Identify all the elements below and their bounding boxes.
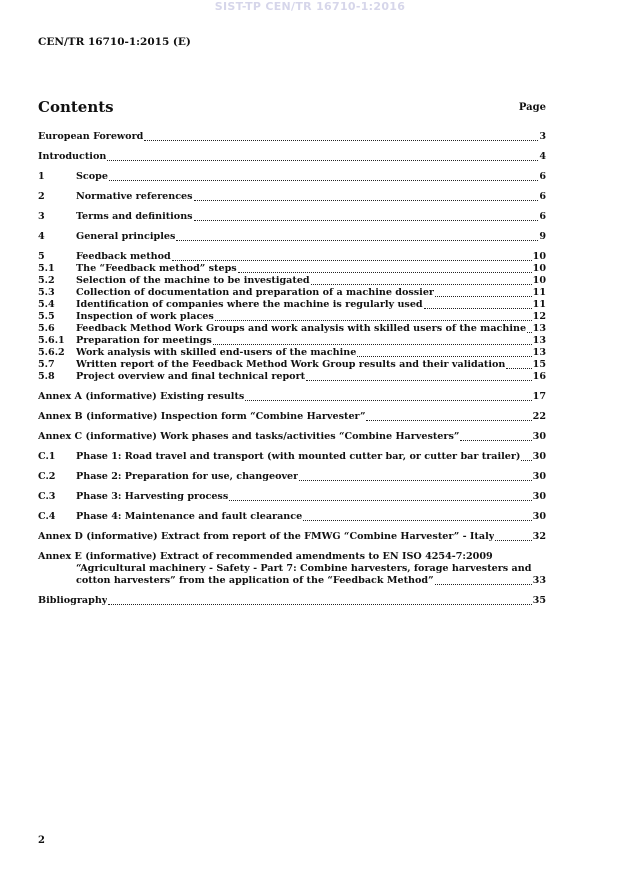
toc-entry-5[interactable]: 5 Feedback method 10 — [38, 251, 546, 262]
toc-entry-annex-a[interactable]: Annex A (informative) Existing results 17 — [38, 391, 546, 402]
toc-entry-c-4[interactable]: C.4 Phase 4: Maintenance and fault clearance 30 — [38, 511, 546, 522]
toc-entry-5-6-1[interactable]: 5.6.1 Preparation for meetings 13 — [38, 335, 546, 346]
toc-entry-5-5[interactable]: 5.5 Inspection of work places 12 — [38, 311, 546, 322]
toc-entry-4[interactable]: 4 General principles 9 — [38, 231, 546, 242]
annex-e-line2: “Agricultural machinery - Safety - Part 7: Combine harvesters, forage harvesters and — [76, 563, 532, 574]
toc-entry-5-3[interactable]: 5.3 Collection of documentation and preparation of a machine dossier 11 — [38, 287, 546, 298]
table-of-contents — [38, 131, 546, 607]
toc-entry-introduction[interactable]: Introduction 4 — [38, 151, 546, 162]
toc-entry-c-1[interactable]: C.1 Phase 1: Road travel and transport (with mounted cutter bar, or cutter bar trailer) 30 — [38, 451, 546, 462]
toc-entry-3[interactable]: 3 Terms and definitions 6 — [38, 211, 546, 222]
toc-entry-1[interactable]: 1 Scope 6 — [38, 171, 546, 182]
toc-entry-c-2[interactable]: C.2 Phase 2: Preparation for use, changeover 30 — [38, 471, 546, 482]
toc-entry-annex-b[interactable]: Annex B (informative) Inspection form “Combine Harvester” 22 — [38, 411, 546, 422]
toc-entry-c-3[interactable]: C.3 Phase 3: Harvesting process 30 — [38, 491, 546, 502]
annex-e-page: 33 — [532, 575, 546, 586]
toc-entry-5-6[interactable]: 5.6 Feedback Method Work Groups and work analysis with skilled users of the machine 13 — [38, 323, 546, 334]
annex-e-line1: Annex E (informative) Extract of recommended amendments to EN ISO 4254-7:2009 — [38, 551, 493, 562]
document-id: CEN/TR 16710-1:2015 (E) — [38, 36, 191, 48]
toc-entry-foreword[interactable]: European Foreword 3 — [38, 131, 546, 142]
toc-entry-annex-c[interactable]: Annex C (informative) Work phases and tasks/activities “Combine Harvesters” 30 — [38, 431, 546, 442]
toc-entry-5-7[interactable]: 5.7 Written report of the Feedback Method Work Group results and their validation 15 — [38, 359, 546, 370]
contents-title: Contents — [38, 98, 114, 116]
page-column-label: Page — [518, 102, 546, 113]
toc-entry-annex-d[interactable]: Annex D (informative) Extract from report of the FMWG “Combine Harvester” - Italy 32 — [38, 531, 546, 542]
annex-e-line3: cotton harvesters” from the application of the “Feedback Method” — [76, 575, 434, 586]
toc-entry-bibliography[interactable]: Bibliography 35 — [38, 595, 546, 606]
toc-entry-5-8[interactable]: 5.8 Project overview and final technical report 16 — [38, 371, 546, 382]
watermark: SIST-TP CEN/TR 16710-1:2016 — [214, 0, 406, 13]
toc-entry-annex-e[interactable] — [38, 551, 546, 587]
toc-entry-5-4[interactable]: 5.4 Identification of companies where the machine is regularly used 11 — [38, 299, 546, 310]
toc-entry-2[interactable]: 2 Normative references 6 — [38, 191, 546, 202]
toc-entry-5-6-2[interactable]: 5.6.2 Work analysis with skilled end-users of the machine 13 — [38, 347, 546, 358]
toc-entry-5-2[interactable]: 5.2 Selection of the machine to be investigated 10 — [38, 275, 546, 286]
page-number: 2 — [38, 835, 45, 846]
toc-entry-5-1[interactable]: 5.1 The “Feedback method” steps 10 — [38, 263, 546, 274]
